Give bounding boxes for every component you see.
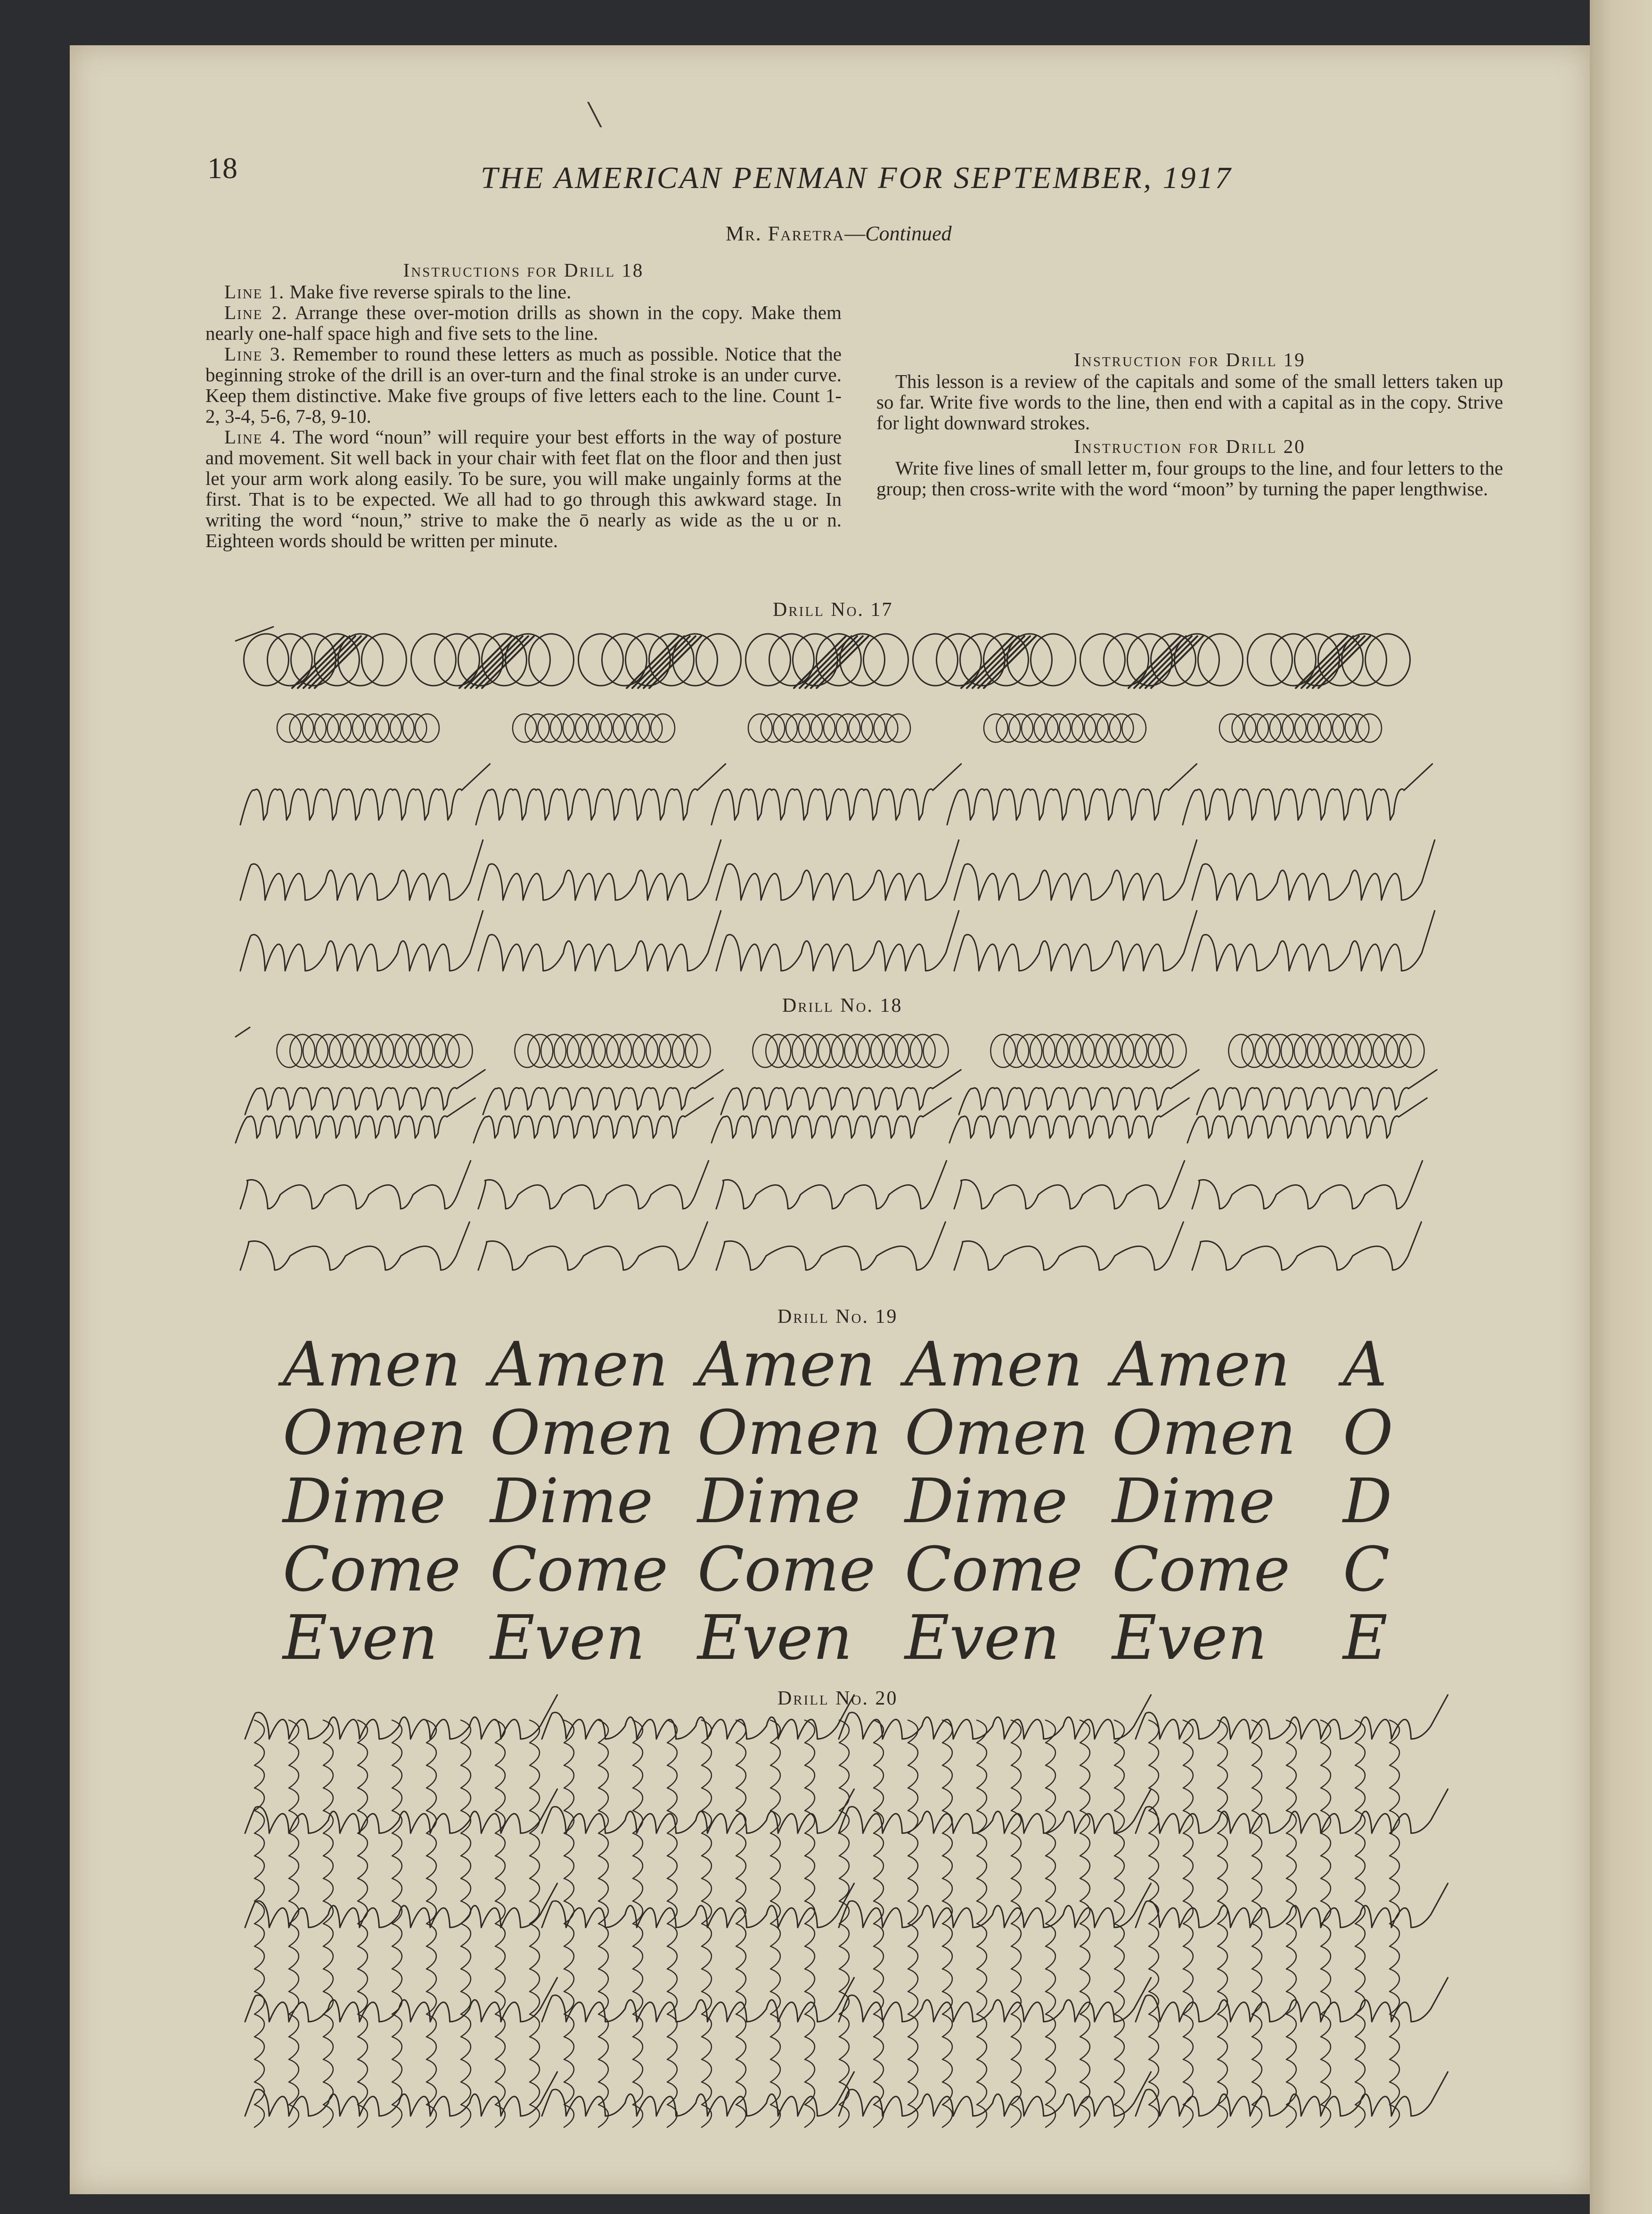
moon-cross-column [805,1720,815,2127]
reverse-spiral-chain [515,1034,710,1067]
drill-19-word: Even [697,1602,852,1673]
m-group [1136,1978,1448,2022]
n-group [240,1161,471,1209]
m-group [478,911,721,971]
moon-cross-column [1321,1720,1331,2127]
connector-loop [1055,643,1093,676]
spiral-head [1194,1031,1232,1071]
connector-loop [888,643,926,676]
spiral-head [1190,710,1223,746]
drill-19-heading: Drill No. 19 [777,1306,898,1328]
drill-19-word: Omen [697,1397,882,1468]
drill-18-instructions-heading: Instructions for Drill 18 [403,259,644,281]
moon-cross-column [1114,1720,1124,2127]
drill-20-specimen [236,1711,1442,2144]
m-group [954,840,1197,901]
drill-17-specimen [236,627,1442,1004]
running-title: THE AMERICAN PENMAN FOR SEPTEMBER, 1917 [481,161,1233,195]
noun-word [954,1222,1183,1270]
over-motion-wave [959,1070,1199,1115]
drill-19-lines [278,1328,1393,1673]
drill-19-word: Omen [1112,1397,1296,1468]
n-group [716,1161,947,1209]
m-group [1192,840,1435,901]
connector-loop [386,643,424,676]
connector-loop [554,643,591,676]
spiral-head [247,710,280,746]
moon-cross-column [942,1720,952,2127]
drill-19-instruction-heading: Instruction for Drill 19 [1074,349,1306,370]
m-group [1192,911,1435,971]
drill-19-word: Dime [283,1465,446,1537]
over-motion-wave [947,764,1197,825]
drill-19-word: Amen [490,1328,668,1400]
reverse-spiral-chain [1219,714,1382,742]
drill-20-instruction-heading: Instruction for Drill 20 [1074,435,1306,457]
drill-18-heading: Drill No. 18 [782,995,903,1017]
drill-20-instruction-text: Write five lines of small letter m, four groups to the line, and four letters to the group; then cross-write with the word “moon” by turning the paper lengthwise. [876,457,1503,500]
moon-cross-column [358,1720,368,2127]
drill-20-heading: Drill No. 20 [777,1688,898,1709]
right-column [876,262,1503,499]
line-text: The word “noun” will require your best efforts in the way of posture and movement. Sit well back in your chair with feet flat on the floor and then just let your arm work along easily. To be sure, you will make ungainly forms at the first. That is to be expected. We all had to go through this awkward stage. In writing the word “noun,” strive to make the ō nearly as wide as the u or n. Eighteen words should be written per minute. [205,426,842,551]
line-text: Arrange these over-motion drills as shown in the copy. Make them nearly one-half space high and five sets to the line. [205,302,842,344]
m-group [478,840,721,901]
moon-cross-column [598,1720,608,2127]
moon-cross-column [736,1720,746,2127]
n-group [478,1161,709,1209]
connector-loop [1390,643,1428,676]
m-group [542,2072,854,2116]
drill-18-line-1 [205,281,842,302]
moon-cross-column [564,1720,574,2127]
drill-19-word: Amen [697,1328,875,1400]
drill-19-capital: E [1343,1602,1388,1673]
noun-word [478,1222,707,1270]
noun-word [716,1222,945,1270]
over-motion-wave [712,764,961,825]
m-group [240,911,483,971]
drill-19-instruction-text: This lesson is a review of the capitals and some of the small letters taken up so far. Write five words to the line, then end with a capital as in the copy. Strive for light downward strokes. [876,370,1503,434]
reverse-spiral-chain [984,714,1146,742]
reverse-spiral-chain [1228,1034,1424,1067]
drill-17-heading: Drill No. 17 [773,599,893,621]
moon-cross-column [530,1720,540,2127]
author-line: Mr. Faretra—Continued [726,222,952,245]
over-motion-wave [721,1070,961,1115]
spiral-head [954,710,987,746]
drill-19-word: Come [490,1533,668,1605]
moon-cross-column [1355,1720,1365,2127]
lead-stroke [236,1027,250,1037]
spiral-head [483,710,516,746]
drill-19-word: Amen [283,1328,461,1400]
drill-19-capital: D [1343,1465,1392,1537]
drill-19-word: Come [905,1533,1083,1605]
over-motion-wave [240,764,490,825]
line-label: Line 3. [224,343,286,365]
over-motion-wave [245,1070,485,1115]
stray-mark: ╲ [588,103,601,127]
reverse-spiral-chain [990,1034,1186,1067]
line-label: Line 2. [224,302,288,323]
reverse-spiral-chain [277,1034,472,1067]
adjacent-page-edge [1590,0,1652,2214]
moon-cross-column [977,1720,987,2127]
moon-cross-column [1149,1720,1159,2127]
m-group [839,1884,1151,1928]
drill-19-word: Omen [490,1397,674,1468]
noun-word [240,1222,469,1270]
drill-19-word: Come [697,1533,875,1605]
reverse-spiral-chain [748,714,910,742]
moon-cross-column [254,1720,264,2127]
drill-19-word: Come [1112,1533,1290,1605]
drill-19-word: Omen [283,1397,467,1468]
over-motion-wave [483,1070,723,1115]
line-text: Remember to round these letters as much as possible. Notice that the beginning stroke of the drill is an over-turn and the final stroke is an under curve. Keep them distinctive. Make five groups of five letters each to the line. Count 1-2, 3-4, 5-6, 7-8, 9-10. [205,343,842,427]
n-group [1192,1161,1423,1209]
drill-18-line-2 [205,302,842,344]
over-motion-wave [1197,1070,1437,1115]
moon-cross-column [1390,1720,1399,2127]
line-text: Make five reverse spirals to the line. [289,281,572,303]
m-group [716,911,959,971]
drill-19-word: Dime [1112,1465,1276,1537]
m-group [240,840,483,901]
drill-19-word: Even [905,1602,1060,1673]
drill-18-specimen [236,1027,1442,1272]
n-group [954,1161,1185,1209]
drill-19-word: Amen [1112,1328,1290,1400]
connector-loop [721,643,759,676]
spiral-head [957,1031,994,1071]
author-name: Mr. Faretra [726,222,845,245]
drill-19-word: Amen [905,1328,1083,1400]
drill-19-word: Even [1112,1602,1267,1673]
moon-cross-column [839,1720,849,2127]
drill-18-line-3 [205,344,842,426]
moon-cross-column [1218,1720,1227,2127]
drill-19-word: Come [283,1533,461,1605]
over-motion-wave [1183,764,1432,825]
drill-19-capital: C [1343,1533,1390,1605]
drill-19-word: Even [283,1602,438,1673]
line-label: Line 4. [224,426,286,448]
m-group [1136,1789,1448,1834]
page-number: 18 [207,151,237,185]
over-motion-wave [476,764,726,825]
moon-cross-column [1286,1720,1296,2127]
noun-word [1192,1222,1421,1270]
drill-19-word: Even [490,1602,645,1673]
m-group [716,840,959,901]
drill-19-specimen [264,1328,1442,1673]
moon-cross-column [289,1720,299,2127]
spiral-head [719,710,752,746]
moon-cross-column [1080,1720,1090,2127]
m-group [954,911,1197,971]
reverse-spiral-chain [277,714,439,742]
moon-cross-column [1252,1720,1262,2127]
moon-cross-column [392,1720,402,2127]
moon-cross-column [1183,1720,1193,2127]
drill-19-capital: O [1343,1397,1393,1468]
continued-label: Continued [865,222,952,245]
m-group [839,1978,1151,2022]
spiral-head [243,1031,280,1071]
connector-loop [1223,643,1260,676]
m-group [839,2072,1151,2116]
moon-cross-column [323,1720,333,2127]
drill-19-word: Omen [905,1397,1089,1468]
line-label: Line 1. [224,281,285,303]
spiral-head [481,1031,518,1071]
m-group [1136,1884,1448,1928]
moon-cross-column [1011,1720,1021,2127]
moon-cross-column [770,1720,780,2127]
column-continuation-space [876,262,1503,346]
drill-19-capital: A [1343,1328,1387,1400]
m-group [839,1789,1151,1834]
drill-18-line-4 [205,426,842,551]
reverse-spiral-chain [752,1034,948,1067]
drill-19-word: Dime [697,1465,861,1537]
m-group [542,1884,854,1928]
drill-19-word: Dime [490,1465,654,1537]
drill-19-word: Dime [905,1465,1068,1537]
reverse-spiral-chain [513,714,675,742]
spiral-head [719,1031,756,1071]
left-column [205,257,842,551]
moon-cross-column [461,1720,471,2127]
